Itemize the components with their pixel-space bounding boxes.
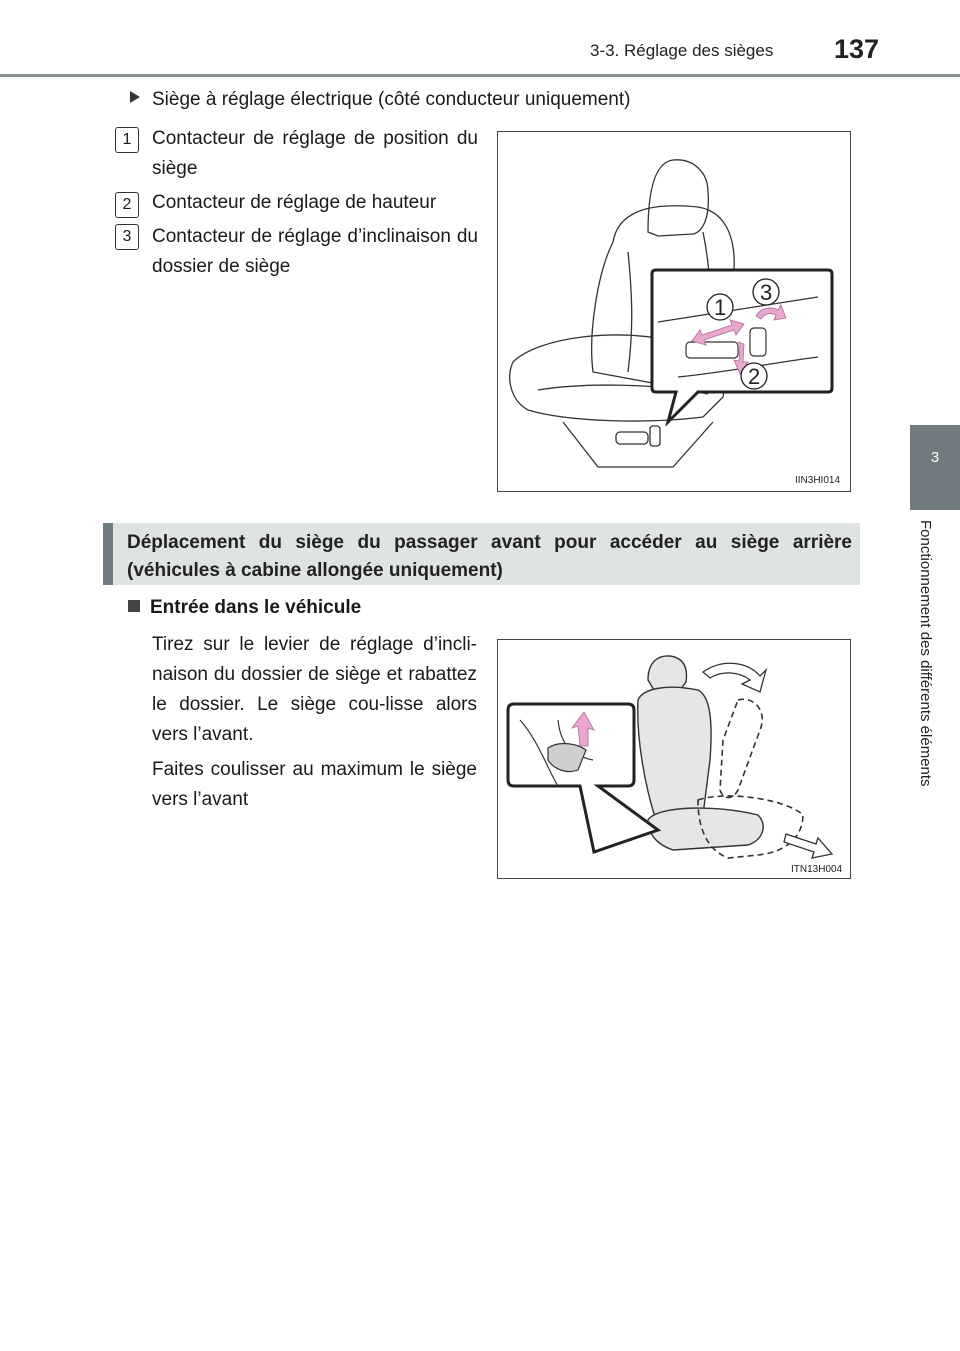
section-banner — [103, 523, 860, 585]
header-rule — [0, 74, 960, 77]
triangle-bullet-icon — [130, 91, 140, 103]
callout-2: 2 — [748, 364, 761, 389]
instruction-paragraph: Tirez sur le levier de réglage d’incli-naison du dossier de siège et rabattez le dossier. Le siège cou-lisse alors vers l’avant. — [152, 634, 477, 745]
banner-text: Déplacement du siège du passager avant pour accéder au siège arrière (véhicules à cabine allongée uniquement) — [127, 532, 852, 581]
sub-heading-text: Entrée dans le véhicule — [150, 597, 362, 618]
page-number: 137 — [834, 34, 880, 64]
item-number-badge: 3 — [115, 224, 139, 250]
sub-heading — [128, 597, 361, 619]
power-seat-bullet-text: Siège à réglage électrique (côté conducteur uniquement) — [152, 89, 631, 110]
callout-3: 3 — [760, 280, 773, 305]
callout-1: 1 — [714, 295, 727, 320]
item-number-badge: 2 — [115, 192, 139, 218]
rear-access-figure — [497, 639, 851, 879]
power-seat-figure — [497, 131, 851, 492]
instruction-paragraph: Faites coulisser au maximum le siège vers l’avant — [152, 759, 477, 810]
item-number-badge: 1 — [115, 127, 139, 153]
item-text: Contacteur de réglage de position du siège — [152, 128, 478, 179]
figure-code: ITN13H004 — [791, 864, 843, 875]
power-seat-illustration — [498, 132, 850, 491]
figure-code: IIN3HI014 — [795, 475, 841, 486]
chapter-tab — [910, 425, 960, 510]
power-seat-bullet — [130, 89, 630, 111]
square-bullet-icon — [128, 600, 140, 612]
seat-fold-illustration — [498, 640, 850, 878]
item-text: Contacteur de réglage d’inclinaison du dossier de siège — [152, 226, 478, 277]
chapter-number: 3 — [930, 449, 940, 466]
chapter-label: Fonctionnement des différents éléments — [917, 520, 934, 787]
section-title: 3-3. Réglage des sièges — [590, 41, 774, 60]
item-text: Contacteur de réglage de hauteur — [152, 192, 437, 213]
